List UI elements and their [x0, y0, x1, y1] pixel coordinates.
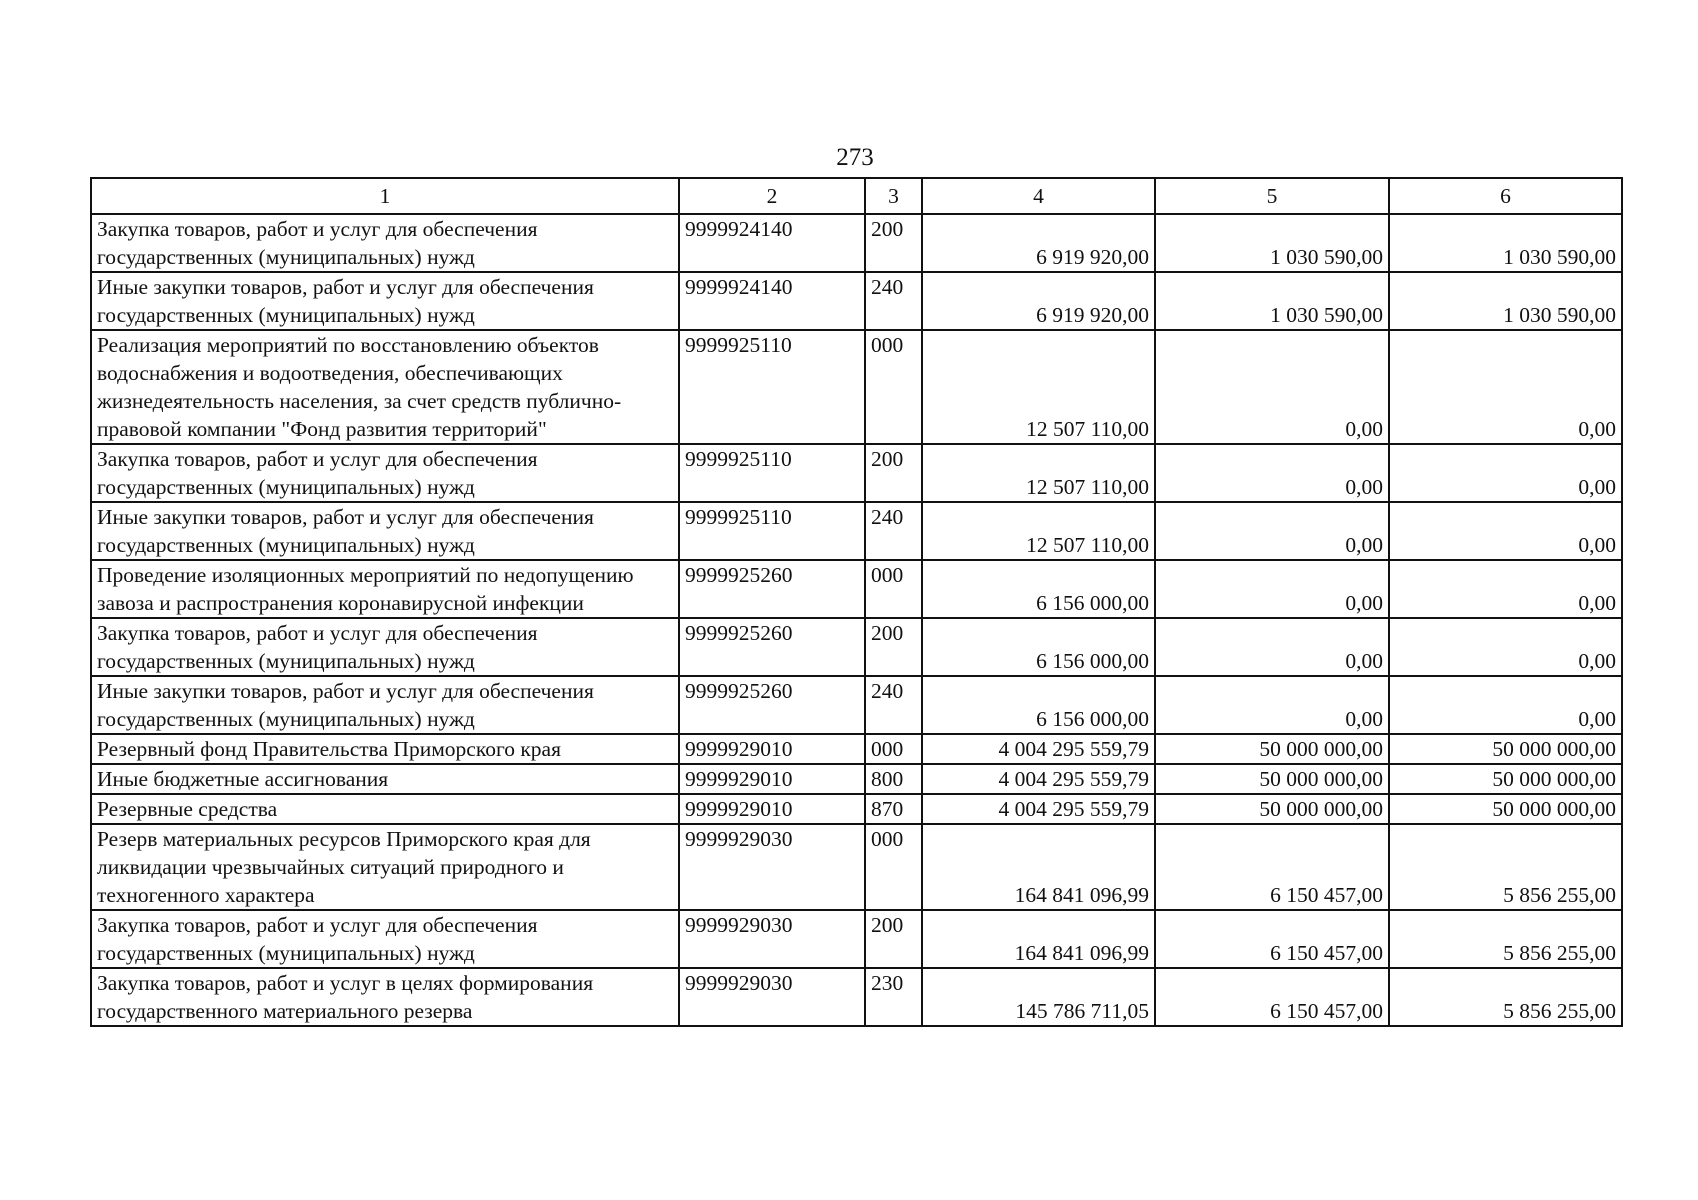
row-amount-5: 6 150 457,00 [1155, 910, 1389, 968]
row-amount-6: 1 030 590,00 [1389, 272, 1622, 330]
row-type: 000 [865, 560, 922, 618]
row-amount-4: 164 841 096,99 [922, 910, 1155, 968]
row-amount-5: 6 150 457,00 [1155, 824, 1389, 910]
row-amount-5: 0,00 [1155, 618, 1389, 676]
row-code: 9999929030 [679, 910, 865, 968]
table-row [91, 764, 1622, 794]
column-header-4: 4 [922, 178, 1155, 214]
row-code: 9999929010 [679, 764, 865, 794]
row-amount-6: 0,00 [1389, 560, 1622, 618]
column-header-3: 3 [865, 178, 922, 214]
row-name: Резервные средства [91, 794, 679, 824]
row-amount-4: 12 507 110,00 [922, 502, 1155, 560]
row-amount-4: 4 004 295 559,79 [922, 734, 1155, 764]
row-amount-4: 4 004 295 559,79 [922, 764, 1155, 794]
row-amount-4: 6 156 000,00 [922, 676, 1155, 734]
table-row [91, 824, 1622, 910]
row-amount-5: 0,00 [1155, 330, 1389, 444]
row-amount-4: 4 004 295 559,79 [922, 794, 1155, 824]
row-type: 000 [865, 824, 922, 910]
row-code: 9999929010 [679, 734, 865, 764]
row-amount-4: 145 786 711,05 [922, 968, 1155, 1026]
table-row [91, 330, 1622, 444]
row-amount-6: 0,00 [1389, 330, 1622, 444]
row-type: 200 [865, 618, 922, 676]
row-name: Иные бюджетные ассигнования [91, 764, 679, 794]
table-body [91, 214, 1622, 1026]
row-name: Закупка товаров, работ и услуг в целях формирования государственного материального резерва [91, 968, 679, 1026]
row-code: 9999929030 [679, 968, 865, 1026]
row-amount-4: 6 919 920,00 [922, 272, 1155, 330]
budget-table [90, 177, 1623, 1027]
row-code: 9999925110 [679, 502, 865, 560]
row-code: 9999925110 [679, 330, 865, 444]
table-row [91, 502, 1622, 560]
row-name: Реализация мероприятий по восстановлению объектов водоснабжения и водоотведения, обеспечивающих жизнедеятельность населения, за счет средств публично-правовой компании "Фонд развития территорий" [91, 330, 679, 444]
row-amount-6: 0,00 [1389, 676, 1622, 734]
row-amount-6: 1 030 590,00 [1389, 214, 1622, 272]
row-amount-5: 0,00 [1155, 502, 1389, 560]
row-name: Закупка товаров, работ и услуг для обеспечения государственных (муниципальных) нужд [91, 910, 679, 968]
row-amount-5: 1 030 590,00 [1155, 214, 1389, 272]
row-name: Резервный фонд Правительства Приморского края [91, 734, 679, 764]
table-row [91, 618, 1622, 676]
row-amount-5: 50 000 000,00 [1155, 794, 1389, 824]
table-row [91, 272, 1622, 330]
table-row [91, 444, 1622, 502]
row-code: 9999925260 [679, 676, 865, 734]
row-type: 240 [865, 272, 922, 330]
table-header [91, 178, 1622, 214]
row-code: 9999929010 [679, 794, 865, 824]
row-amount-6: 5 856 255,00 [1389, 824, 1622, 910]
row-type: 870 [865, 794, 922, 824]
row-code: 9999924140 [679, 272, 865, 330]
row-name: Иные закупки товаров, работ и услуг для обеспечения государственных (муниципальных) нужд [91, 676, 679, 734]
row-amount-4: 6 156 000,00 [922, 618, 1155, 676]
row-amount-4: 6 156 000,00 [922, 560, 1155, 618]
row-code: 9999925260 [679, 618, 865, 676]
row-amount-5: 0,00 [1155, 444, 1389, 502]
table-row [91, 214, 1622, 272]
row-name: Резерв материальных ресурсов Приморского края для ликвидации чрезвычайных ситуаций природного и техногенного характера [91, 824, 679, 910]
row-amount-6: 5 856 255,00 [1389, 968, 1622, 1026]
row-amount-4: 6 919 920,00 [922, 214, 1155, 272]
row-name: Закупка товаров, работ и услуг для обеспечения государственных (муниципальных) нужд [91, 444, 679, 502]
row-code: 9999925110 [679, 444, 865, 502]
row-amount-5: 50 000 000,00 [1155, 734, 1389, 764]
column-header-5: 5 [1155, 178, 1389, 214]
page-number: 273 [836, 144, 874, 171]
row-name: Иные закупки товаров, работ и услуг для обеспечения государственных (муниципальных) нужд [91, 272, 679, 330]
row-amount-4: 12 507 110,00 [922, 330, 1155, 444]
row-amount-5: 0,00 [1155, 560, 1389, 618]
row-type: 800 [865, 764, 922, 794]
row-amount-6: 0,00 [1389, 502, 1622, 560]
table-row [91, 560, 1622, 618]
column-header-2: 2 [679, 178, 865, 214]
row-amount-5: 1 030 590,00 [1155, 272, 1389, 330]
row-amount-4: 164 841 096,99 [922, 824, 1155, 910]
column-header-6: 6 [1389, 178, 1622, 214]
row-name: Иные закупки товаров, работ и услуг для обеспечения государственных (муниципальных) нужд [91, 502, 679, 560]
row-type: 200 [865, 444, 922, 502]
row-amount-5: 0,00 [1155, 676, 1389, 734]
row-amount-5: 50 000 000,00 [1155, 764, 1389, 794]
row-code: 9999924140 [679, 214, 865, 272]
row-type: 200 [865, 910, 922, 968]
row-type: 240 [865, 502, 922, 560]
row-amount-6: 0,00 [1389, 444, 1622, 502]
row-amount-6: 50 000 000,00 [1389, 734, 1622, 764]
table-row [91, 794, 1622, 824]
row-type: 230 [865, 968, 922, 1026]
row-name: Закупка товаров, работ и услуг для обеспечения государственных (муниципальных) нужд [91, 214, 679, 272]
row-code: 9999929030 [679, 824, 865, 910]
table-row [91, 734, 1622, 764]
row-type: 000 [865, 330, 922, 444]
row-type: 000 [865, 734, 922, 764]
row-name: Проведение изоляционных мероприятий по недопущению завоза и распространения коронавирусной инфекции [91, 560, 679, 618]
row-amount-6: 50 000 000,00 [1389, 764, 1622, 794]
table-row [91, 910, 1622, 968]
row-name: Закупка товаров, работ и услуг для обеспечения государственных (муниципальных) нужд [91, 618, 679, 676]
row-amount-6: 50 000 000,00 [1389, 794, 1622, 824]
row-amount-6: 0,00 [1389, 618, 1622, 676]
row-amount-4: 12 507 110,00 [922, 444, 1155, 502]
row-type: 200 [865, 214, 922, 272]
header-row [91, 178, 1622, 214]
row-code: 9999925260 [679, 560, 865, 618]
table-row [91, 968, 1622, 1026]
table-row [91, 676, 1622, 734]
row-amount-6: 5 856 255,00 [1389, 910, 1622, 968]
column-header-1: 1 [91, 178, 679, 214]
row-type: 240 [865, 676, 922, 734]
row-amount-5: 6 150 457,00 [1155, 968, 1389, 1026]
